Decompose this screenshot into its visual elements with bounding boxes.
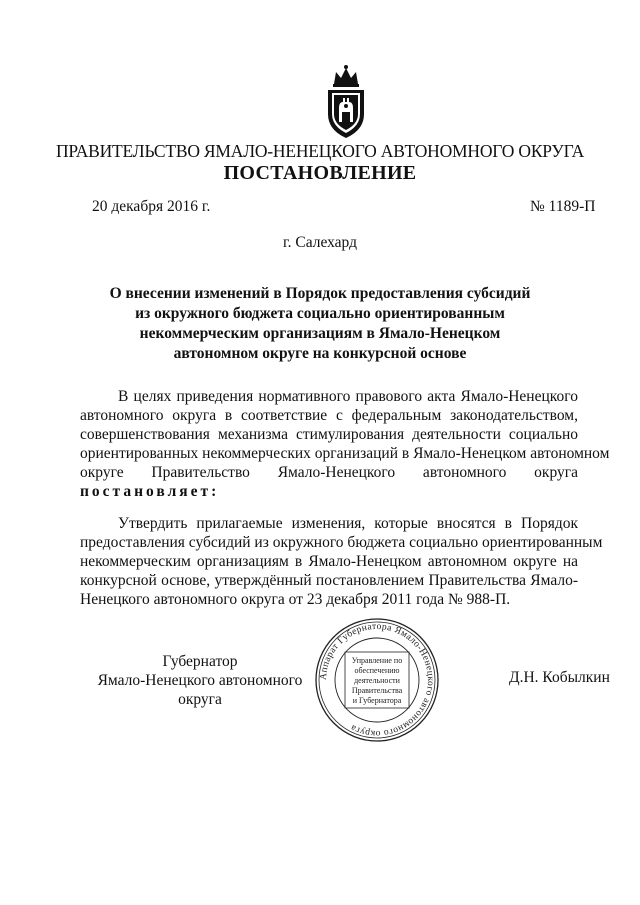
paragraph-line: некоммерческим организациям в Ямало-Ненецком автономном округе на (80, 553, 578, 570)
paragraph-line: ориентированных некоммерческих организаций в Ямало-Ненецком автономном (80, 445, 610, 462)
preamble-paragraph (80, 387, 610, 501)
title-line: из окружного бюджета социально ориентированным (135, 305, 505, 322)
title-line: некоммерческим организациям в Ямало-Ненецком (139, 325, 501, 342)
document-number: № 1189-П (530, 198, 596, 215)
seal-ring-text: Аппарат Губернатора Ямало-Ненецкого автономного округа (318, 621, 436, 739)
official-seal-stamp (313, 616, 441, 744)
paragraph-line: округе Правительство Ямало-Ненецкого автономного округа (80, 464, 578, 481)
signatory-title-line: Ямало-Ненецкого автономного округа (97, 672, 303, 708)
paragraph-line: совершенствования механизма стимулирования деятельности социально (80, 426, 578, 443)
title-line: О внесении изменений в Порядок предоставления субсидий (109, 285, 531, 302)
signatory-name: Д.Н. Кобылкин (509, 669, 610, 686)
document-city: г. Салехард (283, 234, 357, 251)
decree-word: постановляет: (80, 483, 220, 500)
title-line: автономном округе на конкурсной основе (173, 345, 467, 362)
document-title (90, 284, 550, 364)
seal-center-line: деятельности (354, 676, 400, 685)
decree-paragraph (80, 514, 603, 609)
paragraph-line: Утвердить прилагаемые изменения, которые вносятся в Порядок (118, 515, 578, 532)
seal-center-line: и Губернатора (352, 696, 402, 705)
paragraph-line: В целях приведения нормативного правового акта Ямало-Ненецкого (118, 388, 578, 405)
document-type: ПОСТАНОВЛЕНИЕ (223, 162, 417, 184)
signatory-title (80, 652, 320, 709)
paragraph-line: предоставления субсидий из окружного бюджета социально ориентированным (80, 534, 603, 551)
seal-center-line: Управление по (351, 656, 403, 665)
paragraph-line: конкурсной основе, утверждённый постановлением Правительства Ямало- (80, 572, 578, 589)
coat-of-arms-icon (322, 62, 370, 140)
document-date: 20 декабря 2016 г. (92, 198, 211, 215)
organization-name: ПРАВИТЕЛЬСТВО ЯМАЛО-НЕНЕЦКОГО АВТОНОМНОГО ОКРУГА (55, 141, 585, 161)
paragraph-line: автономного округа в соответствие с федеральным законодательством, (80, 407, 578, 424)
paragraph-line: Ненецкого автономного округа от 23 декабря 2011 года № 988-П. (80, 591, 511, 608)
seal-center-line: Правительства (351, 686, 403, 695)
signatory-title-line: Губернатор (162, 653, 238, 670)
seal-center-line: обеспечению (354, 666, 400, 675)
